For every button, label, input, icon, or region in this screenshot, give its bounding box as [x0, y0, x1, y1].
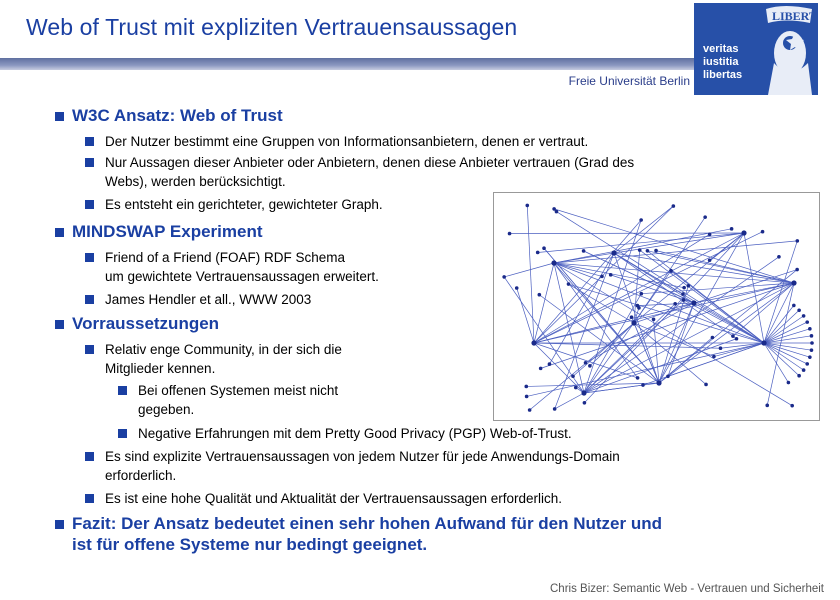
graph-edge — [764, 343, 810, 357]
graph-edge — [527, 205, 534, 343]
logo-word: iustitia — [703, 56, 739, 68]
bullet-item: Es sind explizite Vertrauensaussagen von jedem Nutzer für jede Anwendungs-Domain — [105, 447, 620, 466]
graph-node — [796, 239, 800, 243]
graph-edge — [534, 220, 641, 343]
bullet-item-continuation: um gewichtete Vertrauensaussagen erweitert. — [105, 269, 379, 284]
graph-node — [704, 383, 708, 387]
trust-network-graph — [493, 192, 820, 421]
graph-node — [691, 300, 696, 305]
graph-node — [672, 204, 676, 208]
square-bullet-icon — [85, 137, 94, 146]
graph-node — [802, 314, 806, 318]
graph-edge — [714, 343, 764, 357]
graph-edge — [584, 385, 643, 393]
graph-node — [805, 362, 809, 366]
graph-node — [502, 275, 506, 279]
bullet-item: Es ist eine hohe Qualität und Aktualität der Vertrauensaussagen erforderlich. — [105, 489, 562, 508]
graph-node — [673, 302, 677, 306]
graph-node — [639, 218, 643, 222]
sub-bullet-continuation: gegeben. — [138, 402, 195, 417]
graph-node — [528, 408, 532, 412]
square-bullet-icon — [118, 386, 127, 395]
square-bullet-icon — [85, 253, 94, 262]
graph-node — [682, 298, 686, 302]
square-bullet-icon — [85, 200, 94, 209]
graph-node — [639, 292, 643, 296]
bullet-item: Es entsteht ein gerichteter, gewichteter Graph. — [105, 195, 383, 214]
logo-word: veritas — [703, 43, 739, 55]
section-heading: Vorraussetzungen — [72, 314, 219, 334]
graph-node — [609, 273, 613, 277]
graph-node — [735, 337, 739, 341]
graph-node — [741, 230, 746, 235]
graph-edge — [764, 283, 794, 343]
graph-node — [795, 268, 799, 272]
bullet-item: Nur Aussagen dieser Anbieter oder Anbietern, denen diese Anbieter vertrauen (Grad des — [105, 153, 634, 172]
graph-node — [797, 374, 801, 378]
graph-edge — [534, 343, 638, 378]
graph-node — [652, 318, 656, 322]
bullet-item-continuation: Webs), werden berücksichtigt. — [105, 174, 286, 189]
graph-node — [810, 334, 814, 338]
graph-node — [630, 315, 634, 319]
graph-node — [631, 320, 636, 325]
graph-edge — [764, 316, 804, 343]
graph-node — [656, 380, 661, 385]
graph-node — [731, 334, 735, 338]
graph-node — [542, 246, 546, 250]
graph-node — [681, 292, 685, 296]
graph-node — [792, 304, 796, 308]
bullet-item: Friend of a Friend (FOAF) RDF Schema — [105, 248, 345, 267]
graph-node — [638, 248, 642, 252]
graph-node — [538, 293, 542, 297]
graph-node — [525, 204, 529, 208]
graph-edge — [710, 233, 744, 260]
graph-node — [761, 230, 765, 234]
graph-edge — [614, 253, 736, 339]
graph-node — [711, 336, 715, 340]
section-heading: Fazit: Der Ansatz bedeutet einen sehr hohen Aufwand für den Nutzer und — [72, 514, 662, 534]
graph-node — [712, 355, 716, 359]
graph-node — [708, 258, 712, 262]
graph-node — [777, 255, 781, 259]
graph-node — [551, 260, 556, 265]
graph-node — [646, 249, 650, 253]
graph-node — [552, 207, 556, 211]
graph-node — [539, 367, 543, 371]
graph-node — [636, 304, 640, 308]
sub-bullet-item: Negative Erfahrungen mit dem Pretty Good Privacy (PGP) Web-of-Trust. — [138, 424, 572, 443]
graph-edge — [614, 253, 794, 283]
graph-node — [765, 404, 769, 408]
graph-edge — [554, 263, 792, 406]
square-bullet-icon — [55, 320, 64, 329]
graph-node — [531, 340, 536, 345]
graph-node — [654, 249, 658, 253]
bullet-item: Der Nutzer bestimmt eine Gruppen von Informationsanbietern, denen er vertraut. — [105, 132, 588, 151]
graph-edge — [647, 251, 794, 283]
graph-edge — [744, 233, 764, 343]
graph-node — [687, 284, 691, 288]
graph-node — [669, 269, 673, 273]
graph-node — [808, 327, 812, 331]
graph-node — [588, 364, 592, 368]
graph-node — [574, 386, 578, 390]
graph-node — [708, 233, 712, 237]
graph-node — [802, 368, 806, 372]
graph-edge — [554, 241, 797, 263]
graph-node — [666, 374, 670, 378]
bullet-item: Relativ enge Community, in der sich die — [105, 340, 342, 359]
graph-node — [761, 340, 766, 345]
bullet-item-continuation: erforderlich. — [105, 468, 177, 483]
bullet-item-continuation: Mitglieder kennen. — [105, 361, 216, 376]
logo-banner: LIBERT — [772, 9, 817, 23]
graph-edge — [764, 343, 804, 370]
graph-node — [600, 275, 604, 279]
graph-node — [582, 249, 586, 253]
section-heading-continuation: ist für offene Systeme nur bedingt geeignet. — [72, 535, 428, 554]
square-bullet-icon — [55, 112, 64, 121]
graph-node — [524, 385, 528, 389]
square-bullet-icon — [85, 295, 94, 304]
logo-word: libertas — [703, 69, 743, 81]
square-bullet-icon — [85, 158, 94, 167]
slide-title: Web of Trust mit expliziten Vertrauensaussagen — [26, 14, 518, 40]
graph-edge — [764, 329, 810, 343]
square-bullet-icon — [85, 452, 94, 461]
graph-node — [581, 390, 586, 395]
trust-network-svg — [494, 193, 819, 420]
footer-text: Chris Bizer: Semantic Web - Vertrauen und Sicherheit — [550, 583, 824, 595]
sub-bullet-item: Bei offenen Systemen meist nicht — [138, 381, 338, 400]
graph-node — [636, 376, 640, 380]
graph-node — [787, 381, 791, 385]
graph-node — [797, 308, 801, 312]
graph-node — [790, 404, 794, 408]
graph-node — [553, 407, 557, 411]
graph-edge — [764, 305, 794, 343]
graph-node — [508, 232, 512, 236]
square-bullet-icon — [55, 520, 64, 529]
graph-node — [584, 361, 588, 365]
graph-node — [682, 286, 686, 290]
section-heading: W3C Ansatz: Web of Trust — [72, 106, 283, 126]
graph-node — [810, 341, 814, 345]
graph-node — [805, 320, 809, 324]
graph-node — [791, 280, 796, 285]
graph-node — [567, 282, 571, 286]
graph-node — [641, 383, 645, 387]
graph-node — [810, 348, 814, 352]
graph-edge — [504, 263, 554, 277]
graph-node — [525, 395, 529, 399]
graph-node — [808, 355, 812, 359]
square-bullet-icon — [85, 494, 94, 503]
square-bullet-icon — [118, 429, 127, 438]
graph-node — [719, 346, 723, 350]
graph-node — [583, 401, 587, 405]
graph-node — [730, 227, 734, 231]
graph-node — [536, 251, 540, 255]
graph-node — [515, 286, 519, 290]
university-name: Freie Universität Berlin — [568, 74, 690, 88]
square-bullet-icon — [55, 228, 64, 237]
graph-edge — [534, 206, 673, 343]
section-heading: MINDSWAP Experiment — [72, 222, 263, 242]
square-bullet-icon — [85, 345, 94, 354]
graph-node — [548, 362, 552, 366]
graph-node — [703, 215, 707, 219]
graph-edge — [733, 283, 794, 336]
graph-edge — [555, 393, 584, 409]
graph-edge — [539, 295, 659, 383]
graph-node — [571, 374, 575, 378]
graph-node — [611, 250, 616, 255]
bullet-item: James Hendler et all., WWW 2003 — [105, 290, 311, 309]
